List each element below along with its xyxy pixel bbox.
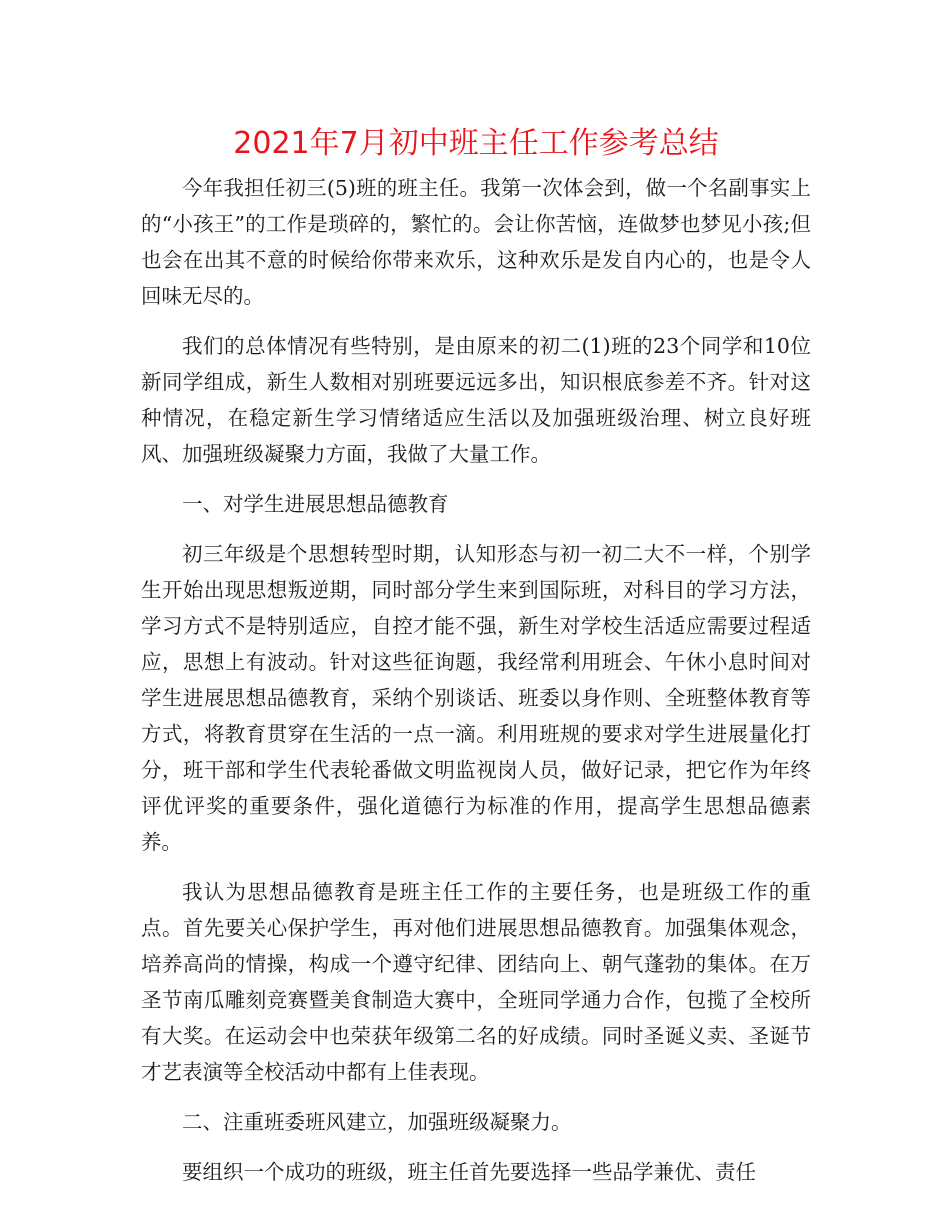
paragraph-class-situation: 我们的总体情况有些特别，是由原来的初二(1)班的23个同学和10位新同学组成，新生人数相对别班要远远多出，知识根底参差不齐。针对这种情况，在稳定新生学习情绪适应生活以及加强班级治理、树立良好班风、加强班级凝聚力方面，我做了大量工作。 <box>141 334 811 466</box>
paragraph-intro: 今年我担任初三(5)班的班主任。我第一次体会到，做一个名副事实上的“小孩王”的工作是琐碎的，繁忙的。会让你苦恼，连做梦也梦见小孩;但也会在出其不意的时候给你带来欢乐，这种欢乐是发自内心的，也是令人回味无尽的。 <box>141 176 811 308</box>
document-page <box>141 118 811 1204</box>
section-heading-1: 一、对学生进展思想品德教育 <box>182 492 449 516</box>
paragraph-moral-education: 初三年级是个思想转型时期，认知形态与初一初二大不一样，个别学生开始出现思想叛逆期，同时部分学生来到国际班，对科目的学习方法，学习方式不是特别适应，自控才能不强，新生对学校生活适应需要过程适应，思想上有波动。针对这些征询题，我经常利用班会、午休小息时间对学生进展思想品德教育，采纳个别谈话、班委以身作则、全班整体教育等方式，将教育贯穿在生活的一点一滴。利用班规的要求对学生进展量化打分，班干部和学生代表轮番做文明监视岗人员，做好记录，把它作为年终评优评奖的重要条件，强化道德行为标准的作用，提高学生思想品德素养。 <box>141 542 811 854</box>
paragraph-class-committee: 要组织一个成功的班级，班主任首先要选择一些品学兼优、责任 <box>182 1160 756 1184</box>
section-heading-2: 二、注重班委班风建立，加强班级凝聚力。 <box>182 1110 572 1134</box>
document-title: 2021年7月初中班主任工作参考总结 <box>233 126 719 161</box>
paragraph-moral-priority: 我认为思想品德教育是班主任工作的主要任务，也是班级工作的重点。首先要关心保护学生，再对他们进展思想品德教育。加强集体观念，培养高尚的情操，构成一个遵守纪律、团结向上、朝气蓬勃的集体。在万圣节南瓜雕刻竞赛暨美食制造大赛中，全班同学通力合作，包揽了全校所有大奖。在运动会中也荣获年级第二名的好成绩。同时圣诞义卖、圣诞节才艺表演等全校活动中都有上佳表现。 <box>141 880 811 1084</box>
